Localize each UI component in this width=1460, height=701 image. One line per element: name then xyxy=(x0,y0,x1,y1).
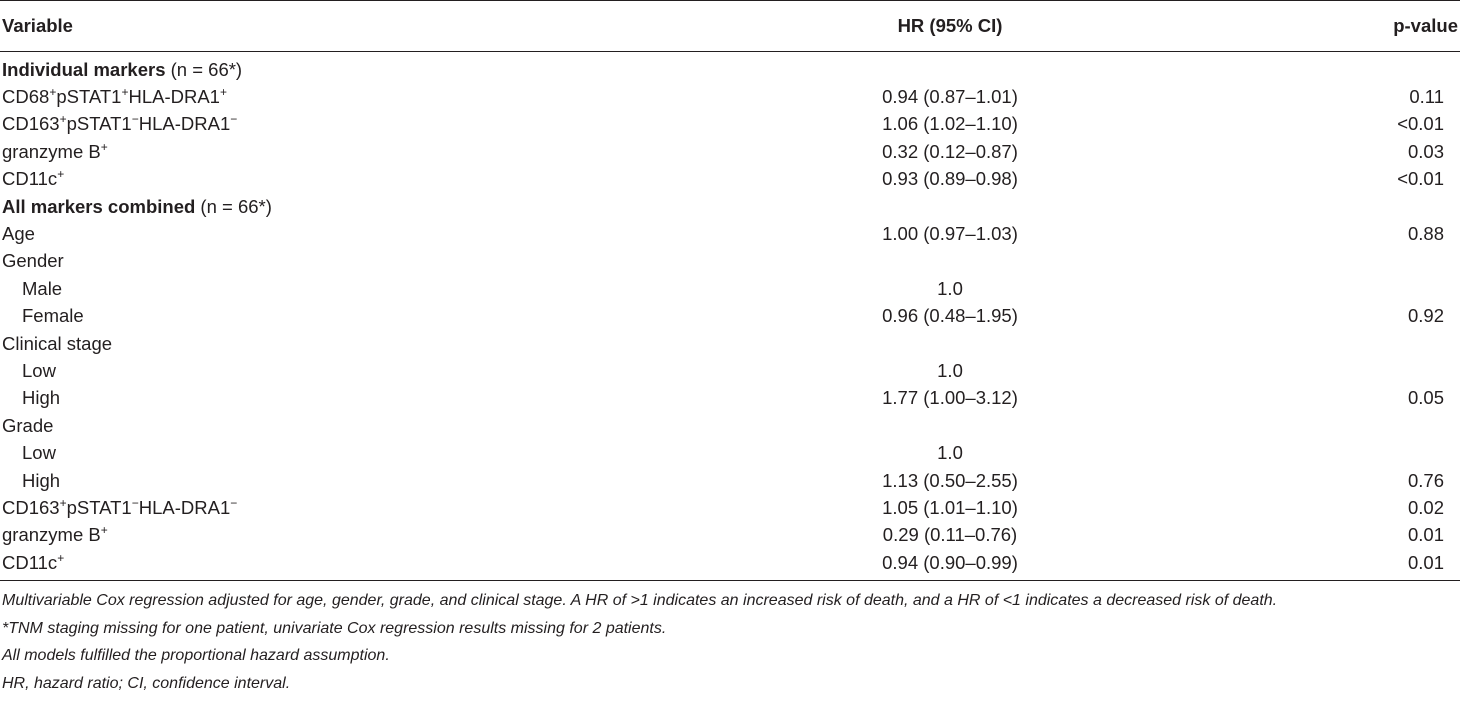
cell-variable: Female xyxy=(22,305,84,327)
marker-sign: − xyxy=(131,495,139,510)
cell-hr xyxy=(520,52,1290,84)
cell-p-value xyxy=(1290,357,1460,384)
cell-variable xyxy=(0,83,520,110)
cell-p-value xyxy=(1290,439,1460,466)
cell-p-value: <0.01 xyxy=(1397,113,1444,135)
cell-variable: Low xyxy=(22,442,56,464)
table-row xyxy=(0,494,1460,521)
cell-hr: 1.06 (1.02–1.10) xyxy=(882,113,1018,135)
cell-variable xyxy=(0,138,520,165)
cell-p-value: 0.01 xyxy=(1407,524,1444,546)
section-sample-size: (n = 66*) xyxy=(165,58,243,80)
marker-sign: − xyxy=(230,495,238,510)
cell-hr xyxy=(520,248,1290,275)
table-row xyxy=(0,330,1460,357)
cell-p-value xyxy=(1290,193,1460,220)
cell-p-value: 0.88 xyxy=(1407,223,1444,245)
cell-variable xyxy=(0,549,520,581)
cell-p-value xyxy=(1290,248,1460,275)
cell-p-value: 0.76 xyxy=(1407,469,1444,491)
marker-name: pSTAT1 xyxy=(66,496,132,518)
cell-p-value: 0.05 xyxy=(1407,387,1444,409)
cell-hr: 0.94 (0.87–1.01) xyxy=(882,86,1018,108)
table-row xyxy=(0,138,1460,165)
section-row xyxy=(0,193,1460,220)
cell-hr: 0.29 (0.11–0.76) xyxy=(882,524,1018,546)
table-row xyxy=(0,275,1460,302)
cell-p-value xyxy=(1290,330,1460,357)
cell-hr: 1.0 xyxy=(937,442,963,464)
section-row xyxy=(0,52,1460,84)
table-row xyxy=(0,83,1460,110)
cell-hr xyxy=(520,193,1290,220)
table-row xyxy=(0,111,1460,138)
marker-name: HLA-DRA1 xyxy=(138,496,231,518)
cell-hr: 0.93 (0.89–0.98) xyxy=(882,168,1018,190)
marker-name: HLA-DRA1 xyxy=(138,113,231,135)
cell-hr: 1.0 xyxy=(937,277,963,299)
cell-variable xyxy=(0,522,520,549)
table-row xyxy=(0,248,1460,275)
marker-sign: − xyxy=(131,112,139,127)
section-label: Individual markers xyxy=(2,58,166,80)
cell-p-value: <0.01 xyxy=(1397,168,1444,190)
cell-hr: 1.77 (1.00–3.12) xyxy=(882,387,1018,409)
cell-p-value: 0.11 xyxy=(1409,86,1444,108)
table-header-row xyxy=(0,1,1460,52)
table-row xyxy=(0,220,1460,247)
cell-p-value: 0.01 xyxy=(1290,549,1460,581)
cell-variable xyxy=(0,193,520,220)
cell-variable: Grade xyxy=(2,414,54,436)
marker-sign: + xyxy=(59,112,67,127)
marker-sign: + xyxy=(57,550,65,565)
marker-sign: + xyxy=(100,523,108,538)
header-p-value: p-value xyxy=(1290,1,1460,52)
marker-name: CD163 xyxy=(2,496,60,518)
marker-name: CD163 xyxy=(2,113,60,135)
cell-variable xyxy=(0,166,520,193)
marker-sign: + xyxy=(100,139,108,154)
table-row xyxy=(0,385,1460,412)
marker-sign: − xyxy=(230,112,238,127)
marker-name: granzyme B xyxy=(2,524,101,546)
footnote: All models fulfilled the proportional hazard assumption. xyxy=(2,647,390,665)
cell-hr: 1.05 (1.01–1.10) xyxy=(882,496,1018,518)
header-variable: Variable xyxy=(0,1,520,52)
cell-variable: Gender xyxy=(2,250,64,272)
cell-hr: 0.32 (0.12–0.87) xyxy=(882,140,1018,162)
marker-name: pSTAT1 xyxy=(56,86,122,108)
cell-hr: 0.94 (0.90–0.99) xyxy=(520,549,1290,581)
cell-variable xyxy=(0,494,520,521)
cell-hr: 1.0 xyxy=(937,359,963,381)
cell-variable xyxy=(0,52,520,84)
cell-p-value xyxy=(1290,412,1460,439)
table-row xyxy=(0,412,1460,439)
table-row xyxy=(0,522,1460,549)
table-row xyxy=(0,303,1460,330)
marker-sign: + xyxy=(57,167,65,182)
table-row xyxy=(0,357,1460,384)
footnote: HR, hazard ratio; CI, confidence interval. xyxy=(2,674,291,692)
section-label: All markers combined xyxy=(2,195,196,217)
table-row xyxy=(0,549,1460,581)
marker-name: CD11c xyxy=(2,168,58,190)
table-row xyxy=(0,166,1460,193)
footnote: *TNM staging missing for one patient, univariate Cox regression results missing for 2 patients. xyxy=(2,619,667,637)
cell-hr xyxy=(520,330,1290,357)
marker-name: granzyme B xyxy=(2,140,101,162)
cell-variable: Age xyxy=(2,223,35,245)
marker-sign: + xyxy=(219,85,227,100)
marker-sign: + xyxy=(59,495,67,510)
cell-p-value xyxy=(1290,52,1460,84)
marker-name: CD11c xyxy=(2,551,58,573)
cell-p-value: 0.02 xyxy=(1407,496,1444,518)
table-row xyxy=(0,439,1460,466)
section-sample-size: (n = 66*) xyxy=(195,195,272,217)
marker-name: CD68 xyxy=(2,86,50,108)
table-body xyxy=(0,52,1460,581)
cell-p-value: 0.03 xyxy=(1407,140,1444,162)
cell-variable xyxy=(0,111,520,138)
header-hr: HR (95% CI) xyxy=(520,1,1290,52)
marker-sign: + xyxy=(49,85,57,100)
cell-variable: Clinical stage xyxy=(2,332,113,354)
table-row xyxy=(0,467,1460,494)
cell-variable: High xyxy=(22,469,61,491)
marker-name: pSTAT1 xyxy=(66,113,132,135)
cell-p-value xyxy=(1290,275,1460,302)
cell-p-value: 0.92 xyxy=(1407,305,1444,327)
cell-variable: High xyxy=(22,387,61,409)
cell-hr: 1.13 (0.50–2.55) xyxy=(882,469,1018,491)
marker-sign: + xyxy=(121,85,129,100)
cell-hr: 0.96 (0.48–1.95) xyxy=(882,305,1018,327)
footnote: Multivariable Cox regression adjusted for age, gender, grade, and clinical stage. A HR of >1 indicates an increased risk of death, and a HR of <1 indicates a decreased risk of death. xyxy=(2,592,1278,610)
marker-name: HLA-DRA1 xyxy=(128,86,220,108)
cell-hr: 1.00 (0.97–1.03) xyxy=(882,223,1018,245)
table-footnotes xyxy=(0,587,1460,697)
cell-hr xyxy=(520,412,1290,439)
cell-variable: Male xyxy=(22,277,63,299)
cell-variable: Low xyxy=(22,359,56,381)
